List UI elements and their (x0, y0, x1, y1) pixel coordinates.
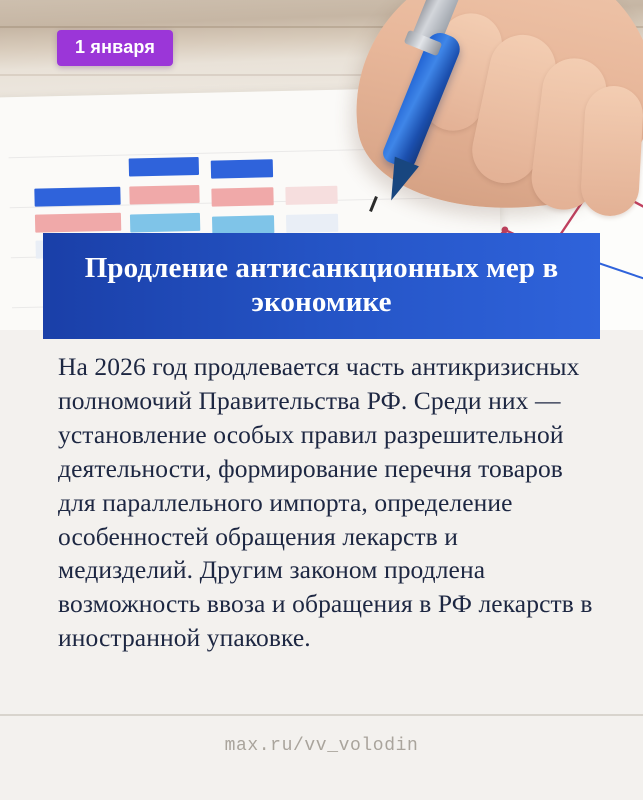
footer-divider (0, 714, 643, 716)
body-text: На 2026 год продлевается часть антикризисных полномочий Правительства РФ. Среди них — установление особых правил разрешительной деятельности, формирование перечня товаров для параллельного импорта, определение особенностей обращения лекарств и медизделий. Другим законом продлена возможность ввоза и обращения в РФ лекарств в иностранной упаковке. (58, 352, 593, 653)
chart-bar (286, 214, 338, 233)
page-title: Продление антисанкционных мер в экономике (84, 252, 559, 319)
chart-bar (130, 213, 200, 233)
chart-bar (212, 215, 274, 234)
footer (0, 714, 643, 800)
chart-bar (129, 157, 199, 177)
finger-graphic (580, 85, 643, 218)
body-container (58, 350, 598, 655)
chart-bar (35, 213, 121, 233)
chart-bar (211, 187, 273, 206)
chart-bar (211, 159, 273, 178)
chart-bar (34, 187, 120, 207)
chart-bar (285, 186, 337, 205)
title-banner (43, 233, 600, 339)
footer-link[interactable]: max.ru/vv_volodin (224, 736, 419, 756)
chart-bar (129, 185, 199, 205)
date-badge: 1 января (57, 30, 173, 66)
